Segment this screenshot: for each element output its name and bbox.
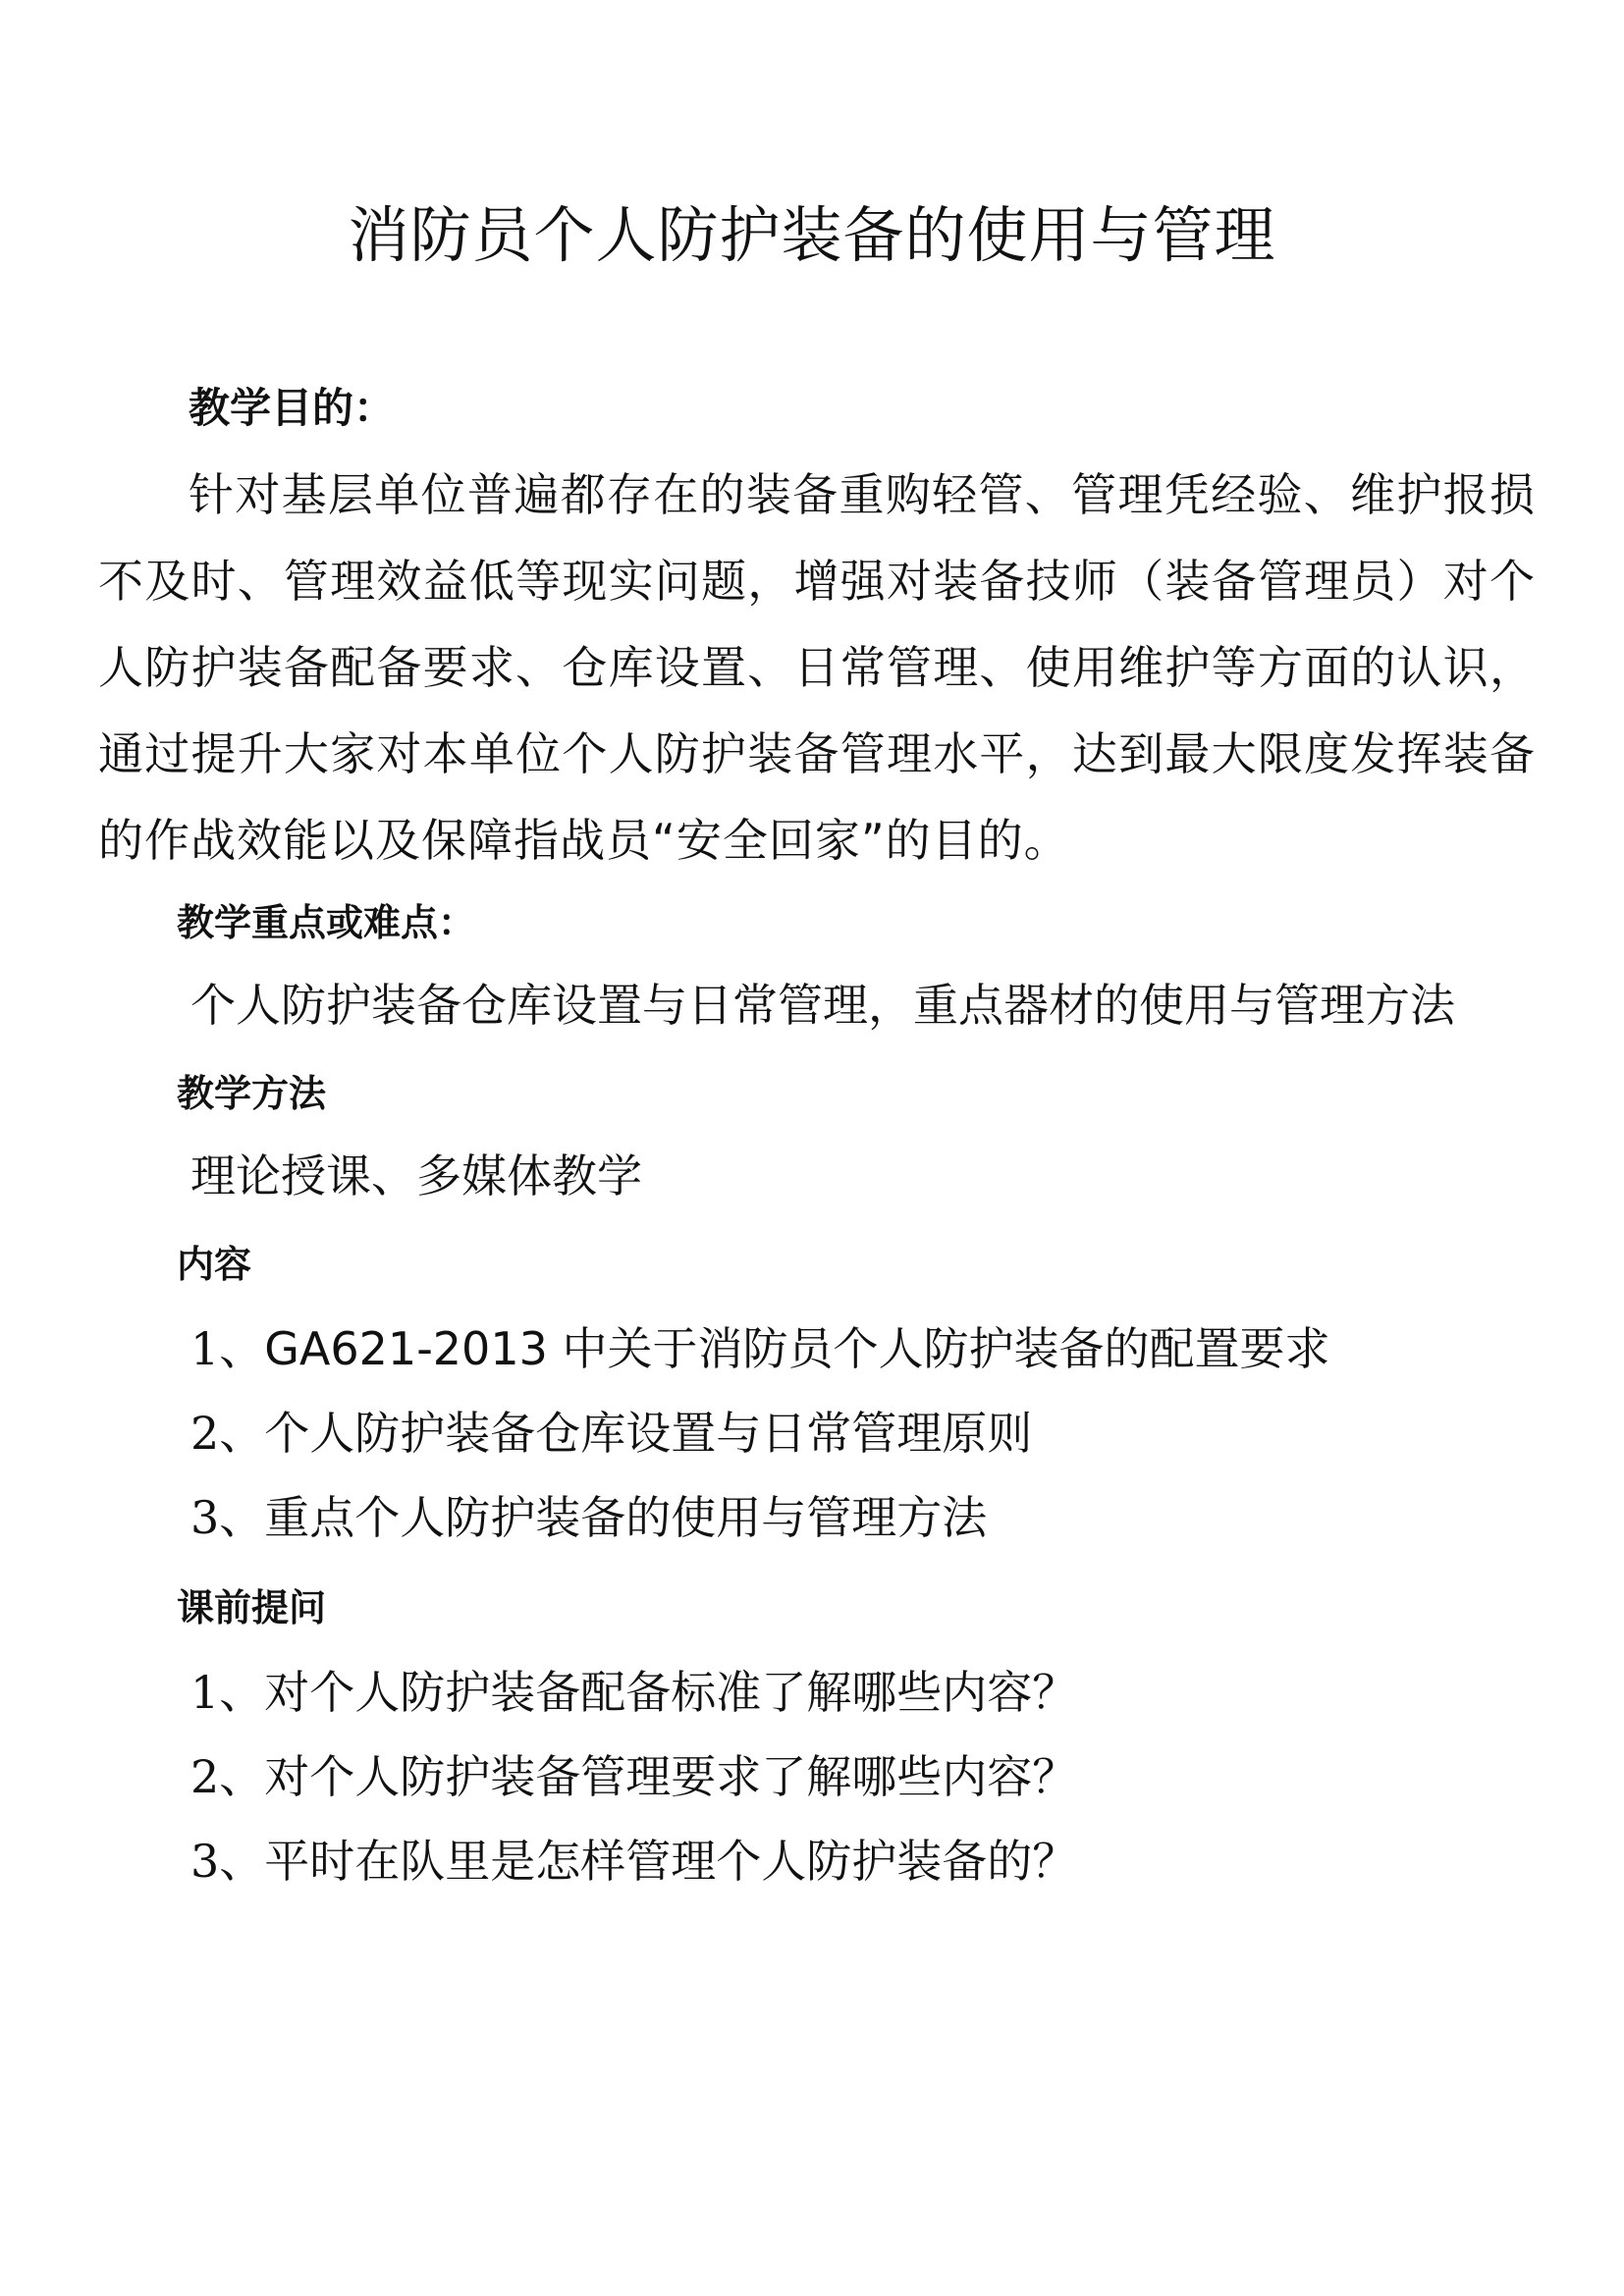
content-item-number: 3、 — [190, 1491, 265, 1544]
question-item-number: 3、 — [190, 1835, 265, 1888]
content-list-item — [190, 1317, 1329, 1380]
question-list-item — [190, 1745, 1077, 1808]
method-text: 理论授课、多媒体教学 — [190, 1149, 642, 1202]
content-item-number: 1、 — [190, 1322, 265, 1375]
content-list-item — [190, 1402, 1032, 1465]
content-list-item — [190, 1486, 987, 1549]
question-item-text: 对个人防护装备管理要求了解哪些内容？ — [264, 1750, 1078, 1803]
question-item-text: 平时在队里是怎样管理个人防护装备的？ — [264, 1835, 1078, 1888]
question-list-item — [190, 1661, 1077, 1724]
content-item-text: 重点个人防护装备的使用与管理方法 — [264, 1491, 988, 1544]
questions-heading: 课前提问 — [177, 1586, 327, 1629]
content-item-number: 2、 — [190, 1407, 265, 1460]
content-item-text: 个人防护装备仓库设置与日常管理原则 — [264, 1407, 1033, 1460]
question-item-number: 1、 — [190, 1666, 265, 1719]
document-title: 消防员个人防护装备的使用与管理 — [348, 199, 1276, 271]
objective-heading: 教学目的： — [189, 384, 396, 432]
question-item-number: 2、 — [190, 1750, 265, 1803]
objective-paragraph: 针对基层单位普遍都存在的装备重购轻管、管理凭经验、维护报损不及时、管理效益低等现实问题，增强对装备技师（装备管理员）对个人防护装备配备要求、仓库设置、日常管理、使用维护等方面的认识，通过提升大家对本单位个人防护装备管理水平，达到最大限度发挥装备的作战效能以及保障指战员“安全回家”的目的。 — [98, 468, 1536, 867]
focus-text: 个人防护装备仓库设置与日常管理，重点器材的使用与管理方法 — [190, 979, 1455, 1032]
content-item-text: GA621-2013 中关于消防员个人防护装备的配置要求 — [264, 1322, 1330, 1375]
focus-heading: 教学重点或难点： — [177, 901, 476, 944]
content-heading: 内容 — [177, 1243, 252, 1286]
question-list-item — [190, 1830, 1077, 1893]
question-item-text: 对个人防护装备配备标准了解哪些内容？ — [264, 1666, 1078, 1719]
method-heading: 教学方法 — [177, 1072, 327, 1115]
